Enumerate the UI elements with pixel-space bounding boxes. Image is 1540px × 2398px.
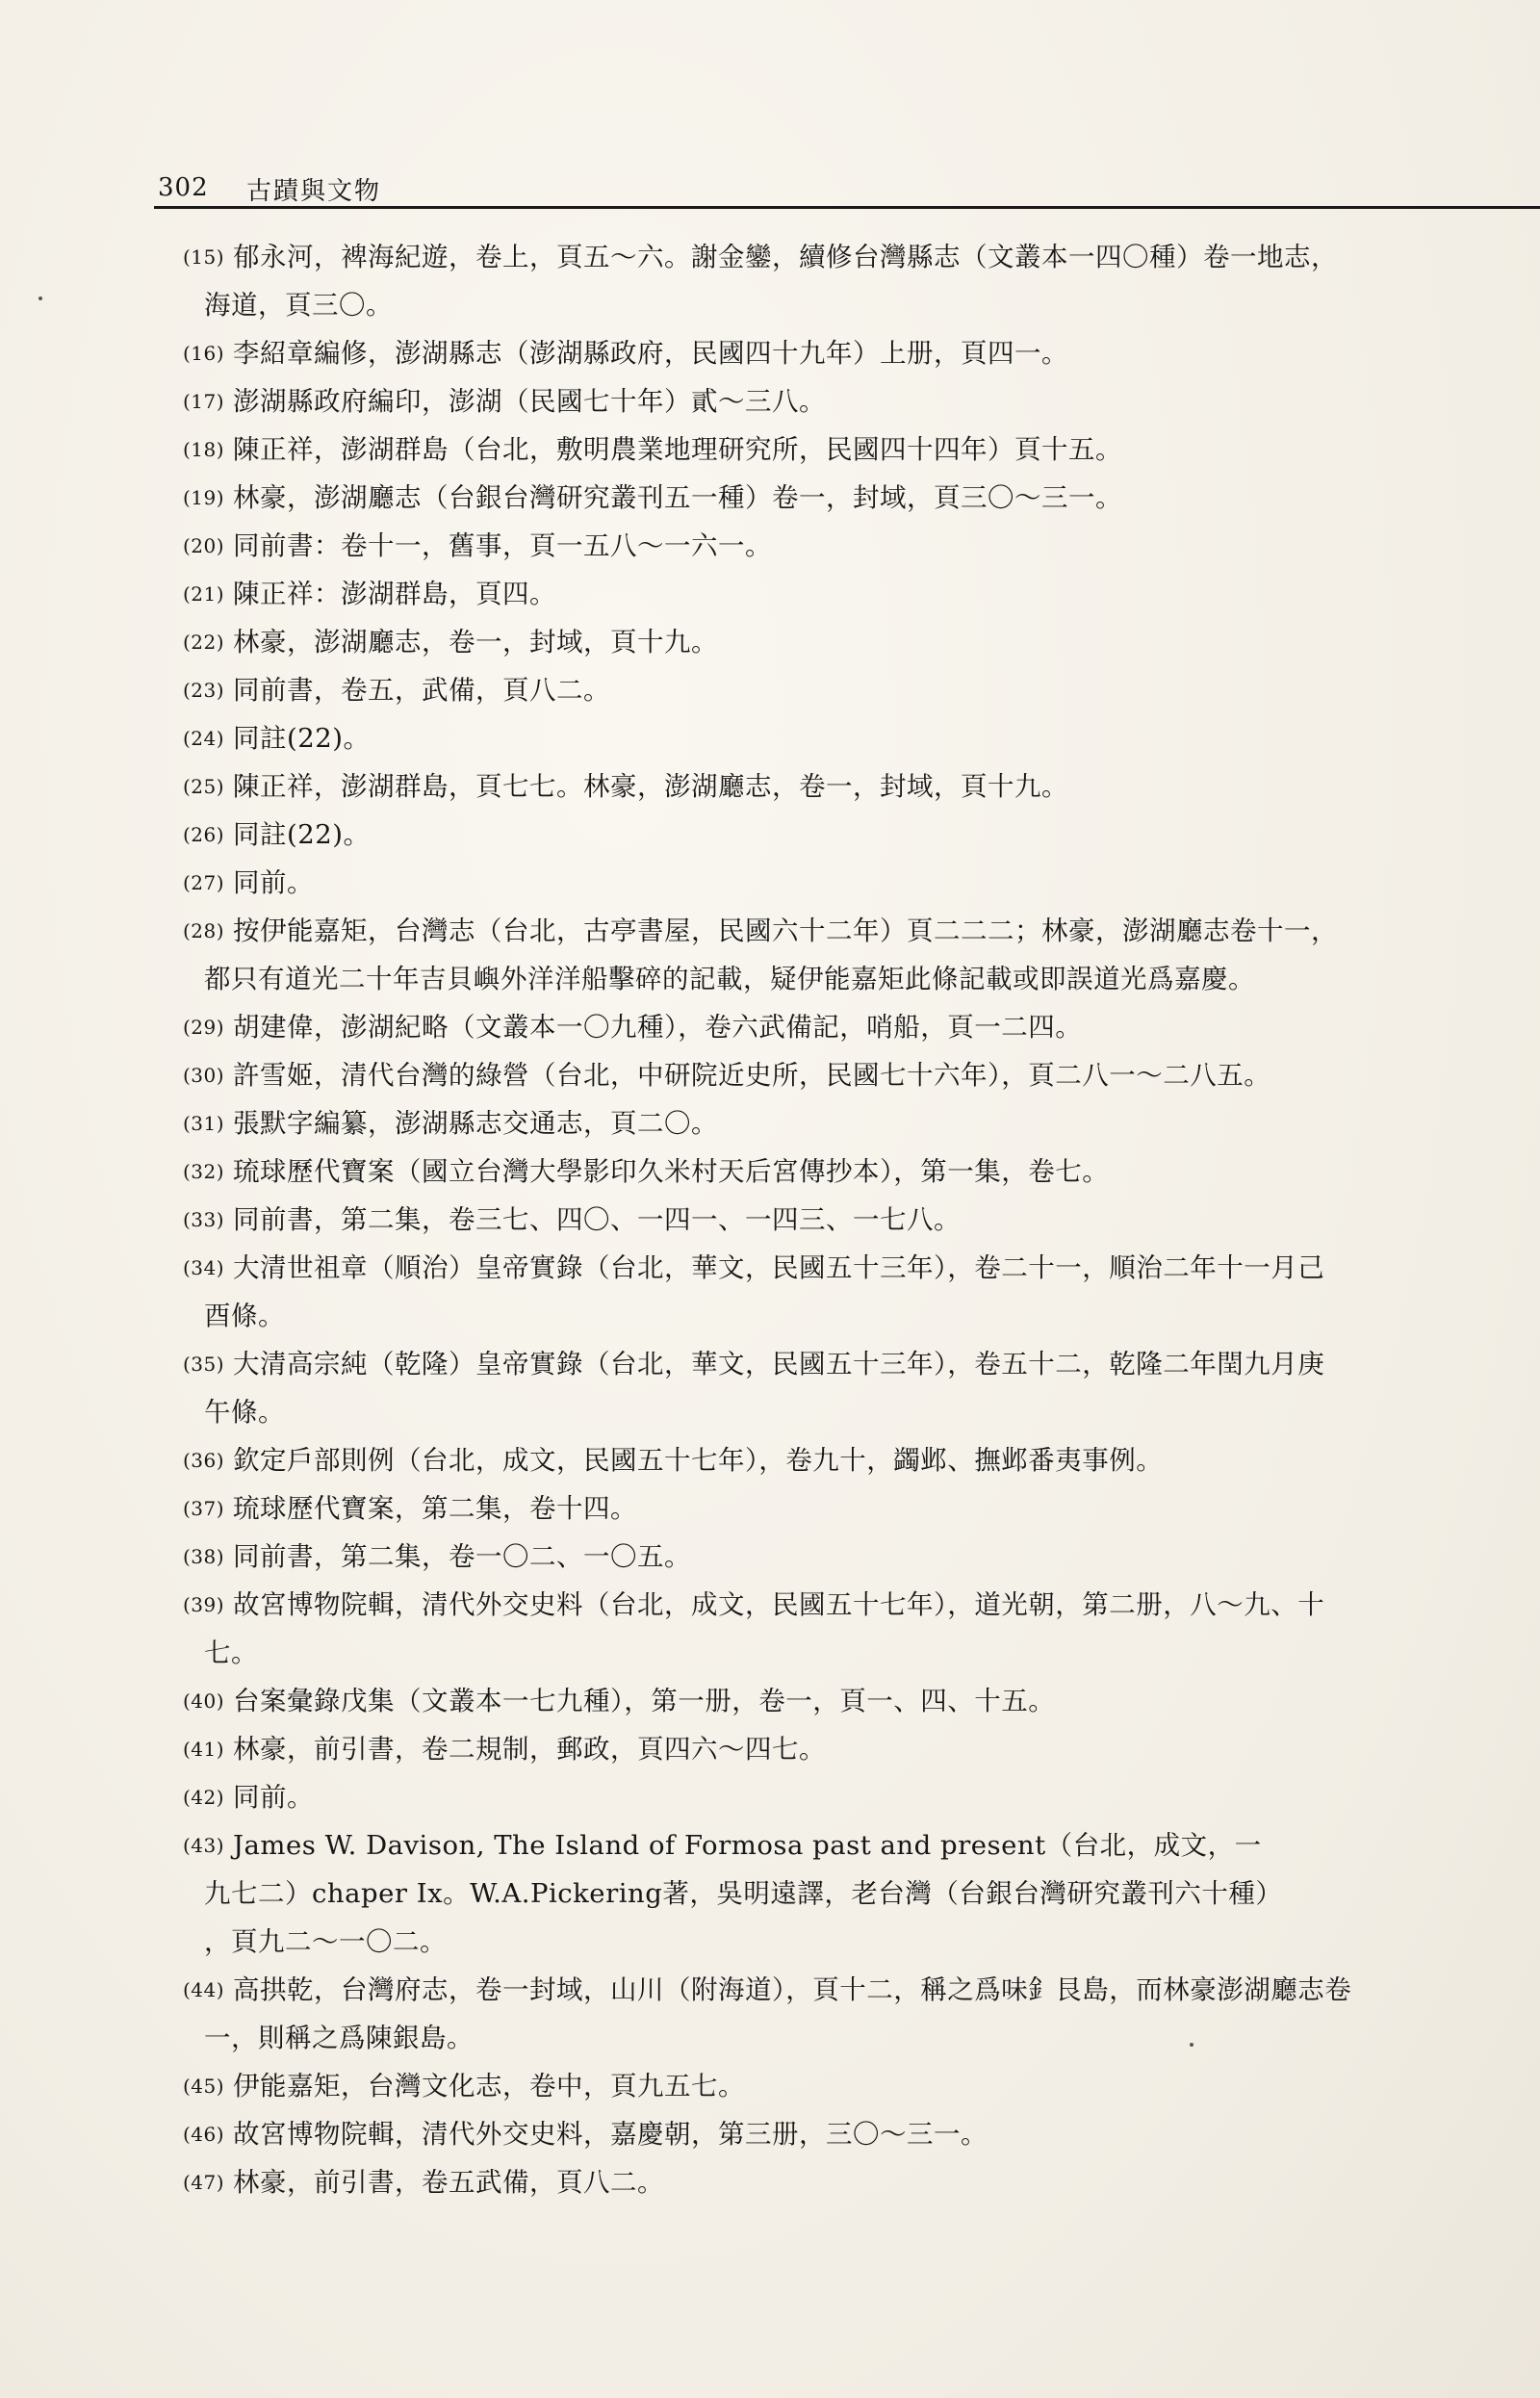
running-header (154, 171, 1540, 210)
endnote-marker: (29) (183, 1016, 225, 1039)
endnote-text: 同前書，卷五，武備，頁八二。 (233, 675, 610, 706)
endnote (183, 1244, 1540, 1340)
endnote-text: 李紹章編修，澎湖縣志（澎湖縣政府，民國四十九年）上册，頁四一。 (233, 338, 1068, 369)
endnote (183, 2110, 1540, 2158)
endnote-marker: (16) (183, 342, 225, 365)
endnote-marker: (27) (183, 871, 225, 894)
endnote-marker: (43) (183, 1834, 225, 1857)
endnote-marker: (20) (183, 534, 225, 557)
endnote-marker: (18) (183, 438, 225, 461)
endnote (183, 907, 1540, 1003)
header-rule (154, 206, 1540, 209)
endnote-text: 故宮博物院輯，清代外交史料（台北，成文，民國五十七年），道光朝，第二册，八～九、十 (233, 1589, 1325, 1620)
endnote-marker: (42) (183, 1786, 225, 1809)
endnote (183, 1821, 1540, 1966)
endnote-marker: (31) (183, 1112, 225, 1135)
endnote-marker: (46) (183, 2123, 225, 2146)
endnote-text: 琉球歷代寶案（國立台灣大學影印久米村天后宮傳抄本），第一集，卷七。 (233, 1156, 1110, 1187)
endnote-text: 林豪，前引書，卷五武備，頁八二。 (233, 2167, 664, 2198)
endnote (183, 329, 1540, 377)
endnote-text: 許雪姬，清代台灣的綠營（台北，中研院近史所，民國七十六年），頁二八一～二八五。 (233, 1060, 1271, 1091)
endnote-text: 同前。 (233, 1782, 314, 1813)
endnote (183, 714, 1540, 762)
endnote (183, 1099, 1540, 1147)
endnote-text: 台案彙錄戊集（文叢本一七九種），第一册，卷一，頁一、四、十五。 (233, 1686, 1056, 1716)
endnote (183, 762, 1540, 811)
endnote (183, 1725, 1540, 1773)
page-number: 302 (158, 173, 209, 202)
endnote-continuation: 一，則稱之爲陳銀島。 (204, 2023, 474, 2053)
endnote-marker: (17) (183, 390, 225, 413)
running-title: 古蹟與文物 (246, 177, 382, 206)
endnote-marker: (47) (183, 2171, 225, 2194)
endnote-marker: (25) (183, 775, 225, 798)
endnote-marker: (28) (183, 919, 225, 942)
endnote-marker: (39) (183, 1593, 225, 1616)
endnote (183, 2158, 1540, 2206)
endnote-text: 故宮博物院輯，清代外交史料，嘉慶朝，第三册，三〇～三一。 (233, 2119, 988, 2150)
endnote-continuation: ，頁九二～一〇二。 (204, 1926, 447, 1957)
endnote-text: 同前。 (233, 867, 314, 898)
endnote (183, 1436, 1540, 1484)
endnote (183, 1966, 1540, 2062)
endnote-text: 陳正祥，澎湖群島（台北，敷明農業地理研究所，民國四十四年）頁十五。 (233, 434, 1122, 465)
endnote-marker: (22) (183, 631, 225, 654)
scan-speck (1190, 2043, 1194, 2047)
endnote-marker: (44) (183, 1978, 225, 2001)
endnote-marker: (23) (183, 679, 225, 702)
endnote (183, 1773, 1540, 1821)
endnote (183, 1533, 1540, 1581)
endnote-text: 同註(22)。 (233, 723, 371, 754)
endnote-text: 林豪，前引書，卷二規制，郵政，頁四六～四七。 (233, 1734, 826, 1765)
endnote-continuation: 都只有道光二十年吉貝嶼外洋洋船擊碎的記載，疑伊能嘉矩此條記載或即誤道光爲嘉慶。 (204, 964, 1255, 994)
endnote (183, 1340, 1540, 1436)
endnote (183, 1484, 1540, 1533)
endnote-text: 同前書，第二集，卷一〇二、一〇五。 (233, 1541, 691, 1572)
endnote-text: 林豪，澎湖廳志，卷一，封域，頁十九。 (233, 627, 718, 658)
endnote-text: 陳正祥：澎湖群島，頁四。 (233, 579, 556, 609)
endnote (183, 2062, 1540, 2110)
scan-speck (38, 297, 42, 300)
endnote (183, 377, 1540, 425)
endnote-text: 郁永河，裨海紀遊，卷上，頁五～六。謝金鑾，續修台灣縣志（文叢本一四〇種）卷一地志， (233, 242, 1338, 272)
endnote-marker: (19) (183, 486, 225, 509)
endnote (183, 474, 1540, 522)
endnotes-list (183, 233, 1540, 2206)
endnote-continuation: 九七二）chaper Ix。W.A.Pickering著，吳明遠譯，老台灣（台銀台灣研究叢刊六十種） (204, 1878, 1283, 1909)
endnote-text: 伊能嘉矩，台灣文化志，卷中，頁九五七。 (233, 2071, 745, 2101)
endnote-text: 同註(22)。 (233, 819, 371, 850)
endnote-marker: (37) (183, 1497, 225, 1520)
endnote-text: 大清世祖章（順治）皇帝實錄（台北，華文，民國五十三年），卷二十一，順治二年十一月己 (233, 1252, 1325, 1283)
endnote (183, 1677, 1540, 1725)
endnote-marker: (21) (183, 582, 225, 606)
endnote-marker: (33) (183, 1208, 225, 1231)
endnote-text: 高拱乾，台灣府志，卷一封域，山川（附海道），頁十二，稱之爲味釒艮島，而林豪澎湖廳志卷 (233, 1974, 1352, 2005)
endnote-marker: (35) (183, 1353, 225, 1376)
endnote-marker: (32) (183, 1160, 225, 1183)
endnote-text: 大清高宗純（乾隆）皇帝實錄（台北，華文，民國五十三年），卷五十二，乾隆二年閏九月庚 (233, 1349, 1325, 1379)
endnote-marker: (36) (183, 1449, 225, 1472)
endnote-marker: (40) (183, 1689, 225, 1713)
endnote-marker: (24) (183, 727, 225, 750)
endnote-continuation: 海道，頁三〇。 (204, 290, 393, 321)
endnote (183, 666, 1540, 714)
endnote-continuation: 酉條。 (204, 1301, 285, 1331)
endnote (183, 570, 1540, 618)
endnote-text: 按伊能嘉矩，台灣志（台北，古亭書屋，民國六十二年）頁二二二；林豪，澎湖廳志卷十一， (233, 915, 1338, 946)
endnote-marker: (38) (183, 1545, 225, 1568)
endnote-text: 同前書，第二集，卷三七、四〇、一四一、一四三、一七八。 (233, 1204, 961, 1235)
endnote-text: 澎湖縣政府編印，澎湖（民國七十年）貳～三八。 (233, 386, 826, 417)
endnote (183, 1147, 1540, 1196)
endnote (183, 1051, 1540, 1099)
endnote (183, 425, 1540, 474)
endnote-text: 同前書：卷十一，舊事，頁一五八～一六一。 (233, 530, 772, 561)
endnote-text: 琉球歷代寶案，第二集，卷十四。 (233, 1493, 637, 1524)
endnote (183, 618, 1540, 666)
endnote (183, 233, 1540, 329)
endnote-text: James W. Davison, The Island of Formosa past and present（台北，成文，一 (233, 1830, 1262, 1861)
endnote-marker: (45) (183, 2075, 225, 2098)
endnote-text: 欽定戶部則例（台北，成文，民國五十七年），卷九十，蠲邺、撫邺番夷事例。 (233, 1445, 1164, 1476)
endnote (183, 1003, 1540, 1051)
endnote-text: 胡建偉，澎湖紀略（文叢本一〇九種），卷六武備記，哨船，頁一二四。 (233, 1012, 1083, 1043)
endnote-text: 陳正祥，澎湖群島，頁七七。林豪，澎湖廳志，卷一，封域，頁十九。 (233, 771, 1068, 802)
endnote-marker: (41) (183, 1738, 225, 1761)
endnote-text: 林豪，澎湖廳志（台銀台灣研究叢刊五一種）卷一，封域，頁三〇～三一。 (233, 482, 1122, 513)
endnote (183, 811, 1540, 859)
endnote (183, 1581, 1540, 1677)
endnote (183, 522, 1540, 570)
endnote-marker: (30) (183, 1064, 225, 1087)
endnote-text: 張默字編纂，澎湖縣志交通志，頁二〇。 (233, 1108, 718, 1139)
endnote-marker: (26) (183, 823, 225, 846)
endnote (183, 859, 1540, 907)
endnote (183, 1196, 1540, 1244)
endnote-continuation: 七。 (204, 1637, 258, 1668)
endnote-continuation: 午條。 (204, 1397, 285, 1428)
endnote-marker: (15) (183, 245, 225, 269)
endnote-marker: (34) (183, 1256, 225, 1279)
